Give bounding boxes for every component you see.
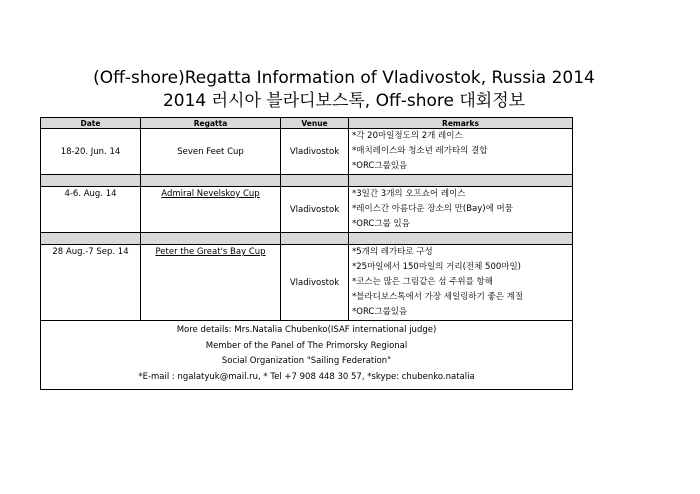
table-row [41, 187, 573, 233]
title-english: (Off-shore)Regatta Information of Vladivostok, Russia 2014 [93, 68, 595, 88]
footer-row [41, 321, 573, 390]
date-cell: 28 Aug.-7 Sep. 14 [41, 245, 141, 321]
date-cell: 18-20. Jun. 14 [41, 129, 141, 175]
remark-line: *ORC그룹있음 [352, 307, 408, 317]
venue-cell: Vladivostok [281, 187, 349, 233]
regatta-table [40, 117, 573, 390]
regatta-link[interactable]: Peter the Great's Bay Cup [155, 247, 266, 257]
venue-cell: Vladivostok [281, 129, 349, 175]
title-korean: 2014 러시아 블라디보스톡, Off-shore 대회정보 [162, 91, 526, 111]
separator-row [41, 233, 573, 245]
remark-line: *5개의 레가타로 구성 [352, 247, 433, 257]
regatta-cell [141, 245, 281, 321]
header-venue: Venue [281, 118, 349, 129]
remark-line: *각 20마일정도의 2개 레이스 [352, 131, 463, 141]
contact-line: *E-mail : ngalatyuk@mail.ru, * Tel +7 908 448 30 57, *skype: chubenko.natalia [138, 371, 475, 382]
contact-details [41, 321, 573, 390]
regatta-cell: Seven Feet Cup [141, 129, 281, 175]
remarks-cell [349, 129, 573, 175]
contact-line: More details: Mrs.Natalia Chubenko(ISAF international judge) [176, 325, 437, 335]
table-row [41, 245, 573, 321]
header-date: Date [41, 118, 141, 129]
remark-line: *코스는 많은 그림같은 섬 주위를 항해 [352, 277, 493, 287]
contact-line: Member of the Panel of The Primorsky Regional [205, 340, 408, 351]
table-header-row [41, 118, 573, 129]
regatta-link[interactable]: Admiral Nevelskoy Cup [161, 189, 260, 199]
venue-cell: Vladivostok [281, 245, 349, 321]
remark-line: *ORC그룹 있음 [352, 219, 410, 229]
remarks-cell [349, 187, 573, 233]
separator-row [41, 175, 573, 187]
remark-line: *3일간 3개의 오프쇼어 레이스 [352, 189, 466, 199]
remark-line: *레이스간 아름다운 장소의 만(Bay)에 머뭄 [352, 204, 513, 214]
remark-line: *매치레이스와 청소년 레가타의 결합 [352, 146, 488, 156]
remark-line: *ORC그룹있음 [352, 161, 408, 171]
table-row [41, 129, 573, 175]
remarks-cell [349, 245, 573, 321]
remark-line: *25마일에서 150마일의 거리(전체 500마일) [352, 262, 521, 272]
date-cell: 4-6. Aug. 14 [41, 187, 141, 233]
header-remarks: Remarks [349, 118, 573, 129]
remark-line: *블라디보스톡에서 가장 세일링하기 좋은 계절 [352, 292, 524, 302]
regatta-cell [141, 187, 281, 233]
contact-line: Social Organization "Sailing Federation" [221, 356, 392, 366]
header-regatta: Regatta [141, 118, 281, 129]
